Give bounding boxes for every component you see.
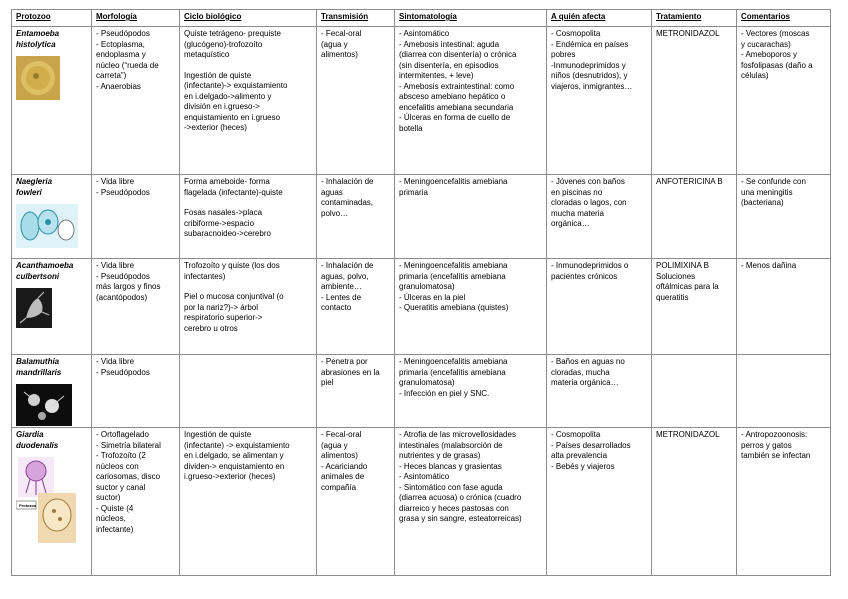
text-line: abrasiones en la bbox=[321, 367, 380, 377]
text-line: - Acariciando bbox=[321, 461, 368, 471]
text-line: botella bbox=[399, 123, 423, 133]
text-line: - Endémica en países bbox=[551, 39, 629, 49]
text-line: (acantópodos) bbox=[96, 292, 148, 302]
text-line: subaracnoideo->cerebro bbox=[184, 229, 271, 238]
transmision-cell bbox=[317, 27, 395, 175]
afecta-cell bbox=[547, 428, 652, 576]
text-line: (agua y bbox=[321, 39, 348, 49]
text-line: - Jóvenes con baños bbox=[551, 177, 625, 186]
entamoeba-image bbox=[16, 56, 60, 100]
text-line: histolytica bbox=[16, 39, 56, 49]
text-line: - Meningoencefalitis amebiana bbox=[399, 357, 508, 366]
text-line: - Pseudópodos bbox=[96, 187, 150, 197]
sintomatologia-cell bbox=[395, 428, 547, 576]
table-row bbox=[12, 27, 831, 175]
text-line: - Infección en piel y SNC. bbox=[399, 388, 490, 398]
morfologia-cell bbox=[92, 27, 180, 175]
text-line: - Amebosis intestinal: aguda bbox=[399, 39, 500, 49]
text-line: núcleos, bbox=[96, 514, 126, 523]
text-line: cloradas o lagos, con bbox=[551, 198, 627, 207]
text-line: - Penetra por bbox=[321, 357, 368, 366]
text-line: Naegleria bbox=[16, 177, 53, 186]
text-line: aguas, polvo, bbox=[321, 271, 369, 281]
text-line: enquistamiento en i.grueso bbox=[184, 112, 281, 122]
sintomatologia-cell bbox=[395, 175, 547, 259]
text-line: fosfolipasas (daño a bbox=[741, 60, 813, 70]
transmision-cell bbox=[317, 428, 395, 576]
text-line: - Países desarrollados bbox=[551, 440, 631, 450]
header-protozoo: Protozoo bbox=[12, 10, 92, 27]
ciclo-cell bbox=[180, 175, 317, 259]
tratamiento-cell bbox=[652, 27, 737, 175]
text-line: cerebro u otros bbox=[184, 323, 238, 333]
acanthamoeba-image bbox=[16, 288, 52, 328]
text-line: Ingestión de quiste bbox=[184, 430, 252, 439]
text-line: pacientes crónicos bbox=[551, 271, 618, 281]
table-row bbox=[12, 428, 831, 576]
text-line: - Pseudópodos bbox=[96, 271, 150, 281]
text-line: - Vida libre bbox=[96, 261, 135, 270]
text-line: más largos y finos bbox=[96, 282, 161, 291]
text-line: orgánica… bbox=[551, 219, 590, 228]
text-line: en i.delgado->alimento y bbox=[184, 91, 272, 101]
header-row bbox=[12, 10, 831, 27]
text-line: flagelada (infectante)-quiste bbox=[184, 187, 283, 197]
text-line: Fosas nasales->placa bbox=[184, 208, 263, 217]
tratamiento-cell bbox=[652, 259, 737, 355]
text-line: - Pseudópodos bbox=[96, 367, 150, 377]
ciclo-cell bbox=[180, 428, 317, 576]
text-line: intermitentes, + leve) bbox=[399, 71, 474, 80]
morfologia-cell bbox=[92, 175, 180, 259]
table-row bbox=[12, 259, 831, 355]
protozoo-thumbnail bbox=[16, 288, 88, 328]
text-line: compañía bbox=[321, 482, 357, 492]
text-line: - Quiste (4 bbox=[96, 503, 134, 513]
text-line: oftálmicas para la bbox=[656, 282, 719, 291]
text-line: (diarrea acuosa) o crónica (cuadro bbox=[399, 493, 522, 502]
protozoo-cell bbox=[12, 27, 92, 175]
text-line: duodenalis bbox=[16, 440, 59, 450]
text-line: Acanthamoeba bbox=[16, 261, 74, 270]
afecta-cell bbox=[547, 27, 652, 175]
text-line: (diarrea con disentería) o crónica bbox=[399, 50, 517, 59]
text-line: - Inhalación de bbox=[321, 261, 374, 270]
text-line: - Bebés y viajeros bbox=[551, 461, 615, 471]
text-line: materia orgánica… bbox=[551, 378, 619, 387]
text-line: (glucógeno)-trofozoíto bbox=[184, 39, 263, 49]
tratamiento-cell bbox=[652, 175, 737, 259]
text-line: i.grueso->exterior (heces) bbox=[184, 472, 276, 481]
text-line: niños (desnutridos), y bbox=[551, 71, 628, 80]
sintomatologia-cell bbox=[395, 27, 547, 175]
text-line: contacto bbox=[321, 303, 352, 312]
naegleria-image bbox=[16, 204, 78, 248]
text-line: contaminadas, bbox=[321, 198, 374, 207]
text-line: por la nariz?)-> árbol bbox=[184, 302, 259, 312]
text-line: encefalitis amebiana secundaria bbox=[399, 102, 514, 112]
text-line: mandrillaris bbox=[16, 367, 62, 377]
text-line: Entamoeba bbox=[16, 29, 60, 38]
text-line: endoplasma y bbox=[96, 50, 146, 59]
text-line: - Simetría bilateral bbox=[96, 440, 161, 450]
text-line: - Baños en aguas no bbox=[551, 357, 625, 366]
text-line: - Queratitis amebiana (quistes) bbox=[399, 303, 509, 312]
header-sintomatologia: Sintomatología bbox=[395, 10, 547, 27]
text-line: (sin disentería, en episodios bbox=[399, 60, 499, 70]
text-line: intestinales (malabsorción de bbox=[399, 440, 503, 450]
text-line: METRONIDAZOL bbox=[656, 430, 720, 439]
text-line: queratitis bbox=[656, 292, 689, 302]
sintomatologia-cell bbox=[395, 355, 547, 428]
text-line: una meningitis bbox=[741, 187, 793, 197]
afecta-cell bbox=[547, 259, 652, 355]
text-line: - Asintomático bbox=[399, 29, 450, 38]
tratamiento-cell bbox=[652, 428, 737, 576]
text-line: alimentos) bbox=[321, 50, 358, 59]
text-line: diarreico y heces pastosas con bbox=[399, 503, 509, 513]
text-line: también se infectan bbox=[741, 451, 811, 460]
text-line: (infectante) -> exquistamiento bbox=[184, 440, 290, 450]
protozoo-cell bbox=[12, 175, 92, 259]
text-line: piel bbox=[321, 378, 334, 387]
text-line: - Lentes de bbox=[321, 292, 362, 302]
afecta-cell bbox=[547, 175, 652, 259]
text-line: - Meningoencefalitis amebiana bbox=[399, 177, 508, 186]
comentarios-cell bbox=[737, 428, 831, 576]
text-line: Trofozoíto y quiste (los dos bbox=[184, 261, 280, 270]
text-line: POLIMIXINA B bbox=[656, 261, 709, 270]
morfologia-cell bbox=[92, 259, 180, 355]
text-line: - Menos dañina bbox=[741, 261, 797, 270]
text-line: (agua y bbox=[321, 440, 348, 450]
text-line: suctor y canal bbox=[96, 482, 146, 492]
text-line: - Atrofia de las microvellosidades bbox=[399, 430, 516, 439]
text-line: células) bbox=[741, 71, 769, 80]
text-line: respiratorio superior-> bbox=[184, 313, 263, 322]
text-line: -Inmunodeprimidos y bbox=[551, 60, 626, 70]
text-line: infectantes) bbox=[184, 271, 226, 281]
balamuthia-image bbox=[16, 384, 72, 426]
comentarios-cell bbox=[737, 259, 831, 355]
protozoa-table bbox=[11, 9, 831, 576]
text-line: suctor) bbox=[96, 493, 121, 502]
text-line: Soluciones bbox=[656, 271, 696, 281]
text-line: alimentos) bbox=[321, 451, 358, 460]
header-ciclo: Ciclo biológico bbox=[180, 10, 317, 27]
text-line: granulomatosa) bbox=[399, 282, 455, 291]
text-line: animales de bbox=[321, 472, 365, 481]
text-line: metaquístico bbox=[184, 50, 230, 59]
sintomatologia-cell bbox=[395, 259, 547, 355]
text-line: infectante) bbox=[96, 524, 134, 534]
comentarios-cell bbox=[737, 175, 831, 259]
text-line: en piscinas no bbox=[551, 187, 603, 197]
text-line: cribiforme->espacio bbox=[184, 218, 255, 228]
text-line: primaria (encefalitis amebiana bbox=[399, 271, 506, 281]
text-line: - Vida libre bbox=[96, 177, 135, 186]
text-line: - Anaerobias bbox=[96, 81, 141, 91]
text-line: cariosomas, disco bbox=[96, 472, 161, 481]
text-line: ->exterior (heces) bbox=[184, 123, 247, 132]
text-line: absceso amebiano hepático o bbox=[399, 92, 506, 101]
comentarios-cell bbox=[737, 27, 831, 175]
morfologia-cell bbox=[92, 355, 180, 428]
text-line: - Heces blancas y grasientas bbox=[399, 461, 502, 471]
text-line: núcleo (“rueda de bbox=[96, 60, 159, 70]
table-row bbox=[12, 175, 831, 259]
header-tratamiento: Tratamiento bbox=[652, 10, 737, 27]
protozoo-thumbnail bbox=[16, 204, 88, 248]
text-line: Giardia bbox=[16, 430, 44, 439]
text-line: carreta”) bbox=[96, 71, 127, 80]
text-line: cloradas, mucha bbox=[551, 367, 610, 377]
line-gap bbox=[184, 198, 313, 208]
text-line: (infectante)-> exquistamiento bbox=[184, 81, 288, 90]
text-line: - Asintomático bbox=[399, 472, 450, 481]
text-line: alta prevalencia bbox=[551, 451, 608, 460]
text-line: - Antropozoonosis: bbox=[741, 430, 808, 439]
text-line: - Fecal-oral bbox=[321, 29, 362, 38]
ciclo-cell bbox=[180, 259, 317, 355]
tratamiento-cell bbox=[652, 355, 737, 428]
protozoo-cell bbox=[12, 259, 92, 355]
text-line: - Vida libre bbox=[96, 357, 135, 366]
text-line: ANFOTERICINA B bbox=[656, 177, 723, 186]
protozoo-thumbnail bbox=[16, 384, 88, 426]
header-morfologia: Morfología bbox=[92, 10, 180, 27]
text-line: - Inmunodeprimidos o bbox=[551, 261, 629, 270]
text-line: viajeros, inmigrantes… bbox=[551, 81, 633, 91]
text-line: - Meningoencefalitis amebiana bbox=[399, 261, 508, 270]
text-line: nutrientes y de grasas) bbox=[399, 451, 481, 460]
morfologia-cell bbox=[92, 428, 180, 576]
text-line: - Inhalación de bbox=[321, 177, 374, 186]
afecta-cell bbox=[547, 355, 652, 428]
text-line: grasa y sin sangre, esteatorreicas) bbox=[399, 514, 522, 523]
text-line: (bacteriana) bbox=[741, 198, 784, 207]
text-line: polvo… bbox=[321, 208, 349, 218]
text-line: - Fecal-oral bbox=[321, 430, 362, 439]
protozoo-cell bbox=[12, 355, 92, 428]
text-line: mucha materia bbox=[551, 208, 604, 218]
text-line: - Cosmopolita bbox=[551, 29, 601, 38]
ciclo-cell bbox=[180, 27, 317, 175]
text-line: - Pseudópodos bbox=[96, 29, 150, 38]
text-line: ambiente… bbox=[321, 282, 362, 291]
text-line: Piel o mucosa conjuntival (o bbox=[184, 292, 284, 301]
transmision-cell bbox=[317, 355, 395, 428]
text-line: - Úlceras en forma de cuello de bbox=[399, 113, 511, 122]
ciclo-cell bbox=[180, 355, 317, 428]
protozoo-thumbnail bbox=[16, 56, 88, 100]
header-afecta: A quién afecta bbox=[547, 10, 652, 27]
text-line: aguas bbox=[321, 187, 343, 197]
text-line: pobres bbox=[551, 50, 576, 59]
text-line: Ingestión de quiste bbox=[184, 70, 252, 80]
text-line: núcleos con bbox=[96, 461, 139, 471]
transmision-cell bbox=[317, 259, 395, 355]
text-line: y cucarachas) bbox=[741, 39, 791, 49]
text-line: - Sintomático con fase aguda bbox=[399, 482, 503, 492]
line-gap bbox=[184, 282, 313, 292]
text-line: - Amebosis extraintestinal: como bbox=[399, 81, 515, 91]
protozoo-thumbnail bbox=[16, 457, 88, 545]
text-line: granulomatosa) bbox=[399, 378, 455, 387]
table-row bbox=[12, 355, 831, 428]
line-gap bbox=[184, 61, 313, 71]
text-line: - Se confunde con bbox=[741, 177, 806, 186]
text-line: dividen-> enquistamiento en bbox=[184, 461, 285, 471]
text-line: Balamuthia bbox=[16, 357, 60, 366]
text-line: primaria bbox=[399, 187, 428, 197]
text-line: división en i.grueso-> bbox=[184, 102, 260, 111]
text-line: - Úlceras en la piel bbox=[399, 292, 466, 302]
text-line: - Vectores (moscas bbox=[741, 29, 810, 38]
text-line: - Ortoflagelado bbox=[96, 430, 149, 439]
text-line: - Cosmopolita bbox=[551, 430, 601, 439]
protozoo-cell bbox=[12, 428, 92, 576]
text-line: Forma ameboide- forma bbox=[184, 177, 270, 186]
comentarios-cell bbox=[737, 355, 831, 428]
text-line: - Trofozoíto (2 bbox=[96, 451, 146, 460]
text-line: - Ameboporos y bbox=[741, 50, 798, 59]
figure-label: Protozoa bbox=[19, 503, 37, 508]
text-line: fowleri bbox=[16, 187, 42, 197]
text-line: en i.delgado, se alimentan y bbox=[184, 451, 284, 460]
text-line: METRONIDAZOL bbox=[656, 29, 720, 38]
header-transmision: Transmisión bbox=[317, 10, 395, 27]
header-comentarios: Comentarios bbox=[737, 10, 831, 27]
giardia-image bbox=[16, 457, 78, 545]
text-line: - Ectoplasma, bbox=[96, 39, 145, 49]
text-line: perros y gatos bbox=[741, 440, 792, 450]
text-line: primaria (encefalitis amebiana bbox=[399, 367, 506, 377]
text-line: culbertsoni bbox=[16, 271, 60, 281]
transmision-cell bbox=[317, 175, 395, 259]
text-line: Quiste tetrágeno- prequiste bbox=[184, 29, 281, 38]
